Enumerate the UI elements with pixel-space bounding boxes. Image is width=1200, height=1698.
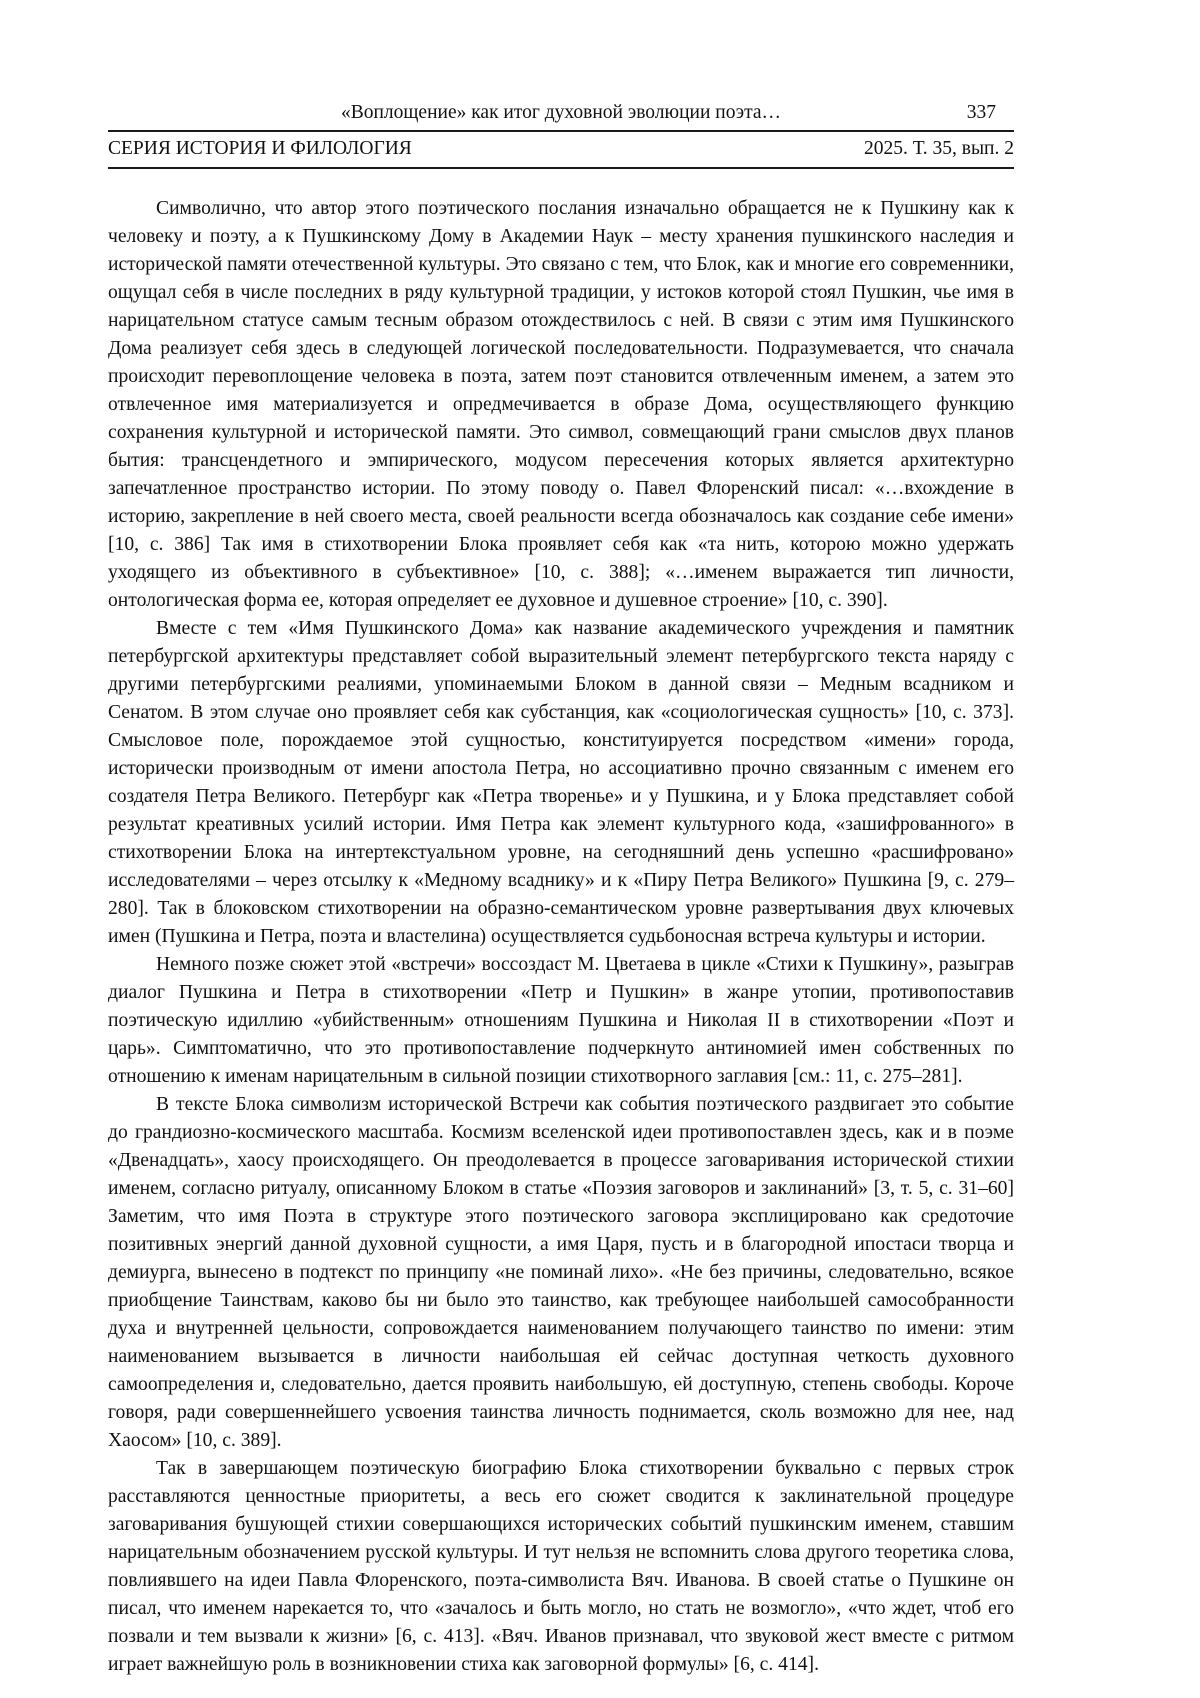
article-body xyxy=(108,195,1014,1679)
page-number: 337 xyxy=(966,102,996,123)
running-title-row xyxy=(108,100,1014,128)
running-title: «Воплощение» как итог духовной эволюции поэта… xyxy=(340,102,781,123)
running-header xyxy=(108,100,1014,169)
series-row xyxy=(108,136,1014,165)
paragraph: Так в завершающем поэтическую биографию Блока стихотворении буквально с первых строк расставляются ценностные приоритеты, а весь его сюжет сводится к заклинательной процедуре заговаривания бушующей стихии совершающихся исторических событий пушкинским именем, ставшим нарицательным обозначением русской культуры. И тут нельзя не вспомнить слова другого теоретика слова, повлиявшего на идеи Павла Флоренского, поэта-символиста Вяч. Иванова. В своей статье о Пушкине он писал, что именем нарекается то, что «зачалось и быть могло, но стать не возмогло», «что ждет, чтоб его позвали и тем вызвали к жизни» [6, с. 413]. «Вяч. Иванов признавал, что звуковой жест вместе с ритмом играет важнейшую роль в возникновении стиха как заговорной формулы» [6, с. 414]. xyxy=(108,1458,1014,1675)
paragraph: Немного позже сюжет этой «встречи» воссоздаст М. Цветаева в цикле «Стихи к Пушкину», разыграв диалог Пушкина и Петра в стихотворении «Петр и Пушкин» в жанре утопии, противопоставив поэтическую идиллию «убийственным» отношениям Пушкина и Николая II в стихотворении «Поэт и царь». Симптоматично, что это противопоставление подчеркнуто антиномией имен собственных по отношению к именам нарицательным в сильной позиции стихотворного заглавия [см.: 11, с. 275–281]. xyxy=(108,954,1014,1087)
header-rule-top xyxy=(108,130,1014,132)
header-rule-bottom xyxy=(108,167,1014,169)
paragraph: Символично, что автор этого поэтического послания изначально обращается не к Пушкину как к человеку и поэту, а к Пушкинскому Дому в Академии Наук – месту хранения пушкинского наследия и исторической памяти отечественной культуры. Это связано с тем, что Блок, как и многие его современники, ощущал себя в числе последних в ряду культурной традиции, у истоков которой стоял Пушкин, чье имя в нарицательном статусе самым тесным образом отождествилось с ней. В связи с этим имя Пушкинского Дома реализует себя здесь в следующей логической последовательности. Подразумевается, что сначала происходит перевоплощение человека в поэта, затем поэт становится отвлеченным именем, а затем это отвлеченное имя материализуется и опредмечивается в образе Дома, осуществляющего функцию сохранения культурной и исторической памяти. Это символ, совмещающий грани смыслов двух планов бытия: трансцендетного и эмпирического, модусом пересечения которых является архитектурно запечатленное пространство истории. По этому поводу о. Павел Флоренский писал: «…вхождение в историю, закрепление в ней своего места, своей реальности всегда обозначалось как создание себе имени» [10, с. 386] Так имя в стихотворении Блока проявляет себя как «та нить, которою можно удержать уходящего из объективного в субъективное» [10, с. 388]; «…именем выражается тип личности, онтологическая форма ее, которая определяет ее духовное и душевное строение» [10, с. 390]. xyxy=(108,198,1014,611)
series-title: СЕРИЯ ИСТОРИЯ И ФИЛОЛОГИЯ xyxy=(108,138,412,159)
issue-info: 2025. Т. 35, вып. 2 xyxy=(864,138,1014,159)
paragraph: Вместе с тем «Имя Пушкинского Дома» как название академического учреждения и памятник петербургской архитектуры представляет собой выразительный элемент петербургского текста наряду с другими петербургскими реалиями, упоминаемыми Блоком в данной связи – Медным всадником и Сенатом. В этом случае оно проявляет себя как субстанция, как «социологическая сущность» [10, с. 373]. Смысловое поле, порождаемое этой сущностью, конституируется посредством «имени» города, исторически производным от имени апостола Петра, но ассоциативно прочно связанным с именем его создателя Петра Великого. Петербург как «Петра творенье» и у Пушкина, и у Блока представляет собой результат креативных усилий истории. Имя Петра как элемент культурного кода, «зашифрованного» в стихотворении Блока на интертекстуальном уровне, на сегодняшний день успешно «расшифровано» исследователями – через отсылку к «Медному всаднику» и к «Пиру Петра Великого» Пушкина [9, с. 279–280]. Так в блоковском стихотворении на образно-семантическом уровне развертывания двух ключевых имен (Пушкина и Петра, поэта и властелина) осуществляется судьбоносная встреча культуры и истории. xyxy=(108,618,1014,947)
page-content xyxy=(108,100,1014,1679)
paragraph: В тексте Блока символизм исторической Встречи как события поэтического раздвигает это событие до грандиозно-космического масштаба. Космизм вселенской идеи противопоставлен здесь, как и в поэме «Двенадцать», хаосу происходящего. Он преодолевается в процессе заговаривания исторической стихии именем, согласно ритуалу, описанному Блоком в статье «Поэзия заговоров и заклинаний» [3, т. 5, с. 31–60] Заметим, что имя Поэта в структуре этого поэтического заговора эксплицировано как средоточие позитивных энергий данной духовной сущности, а имя Царя, пусть и в благородной ипостаси творца и демиурга, вынесено в подтекст по принципу «не поминай лихо». «Не без причины, следовательно, всякое приобщение Таинствам, каково бы ни было это таинство, как требующее наибольшей самособранности духа и внутренней цельности, сопровождается наименованием получающего таинство по имени: этим наименованием вызывается в личности наибольшая ей сейчас доступная четкость духовного самоопределения и, следовательно, дается проявить наибольшую, ей доступную, степень свободы. Короче говоря, ради совершеннейшего усвоения таинства личность поднимается, сколь возможно для нее, над Хаосом» [10, с. 389]. xyxy=(108,1094,1014,1451)
